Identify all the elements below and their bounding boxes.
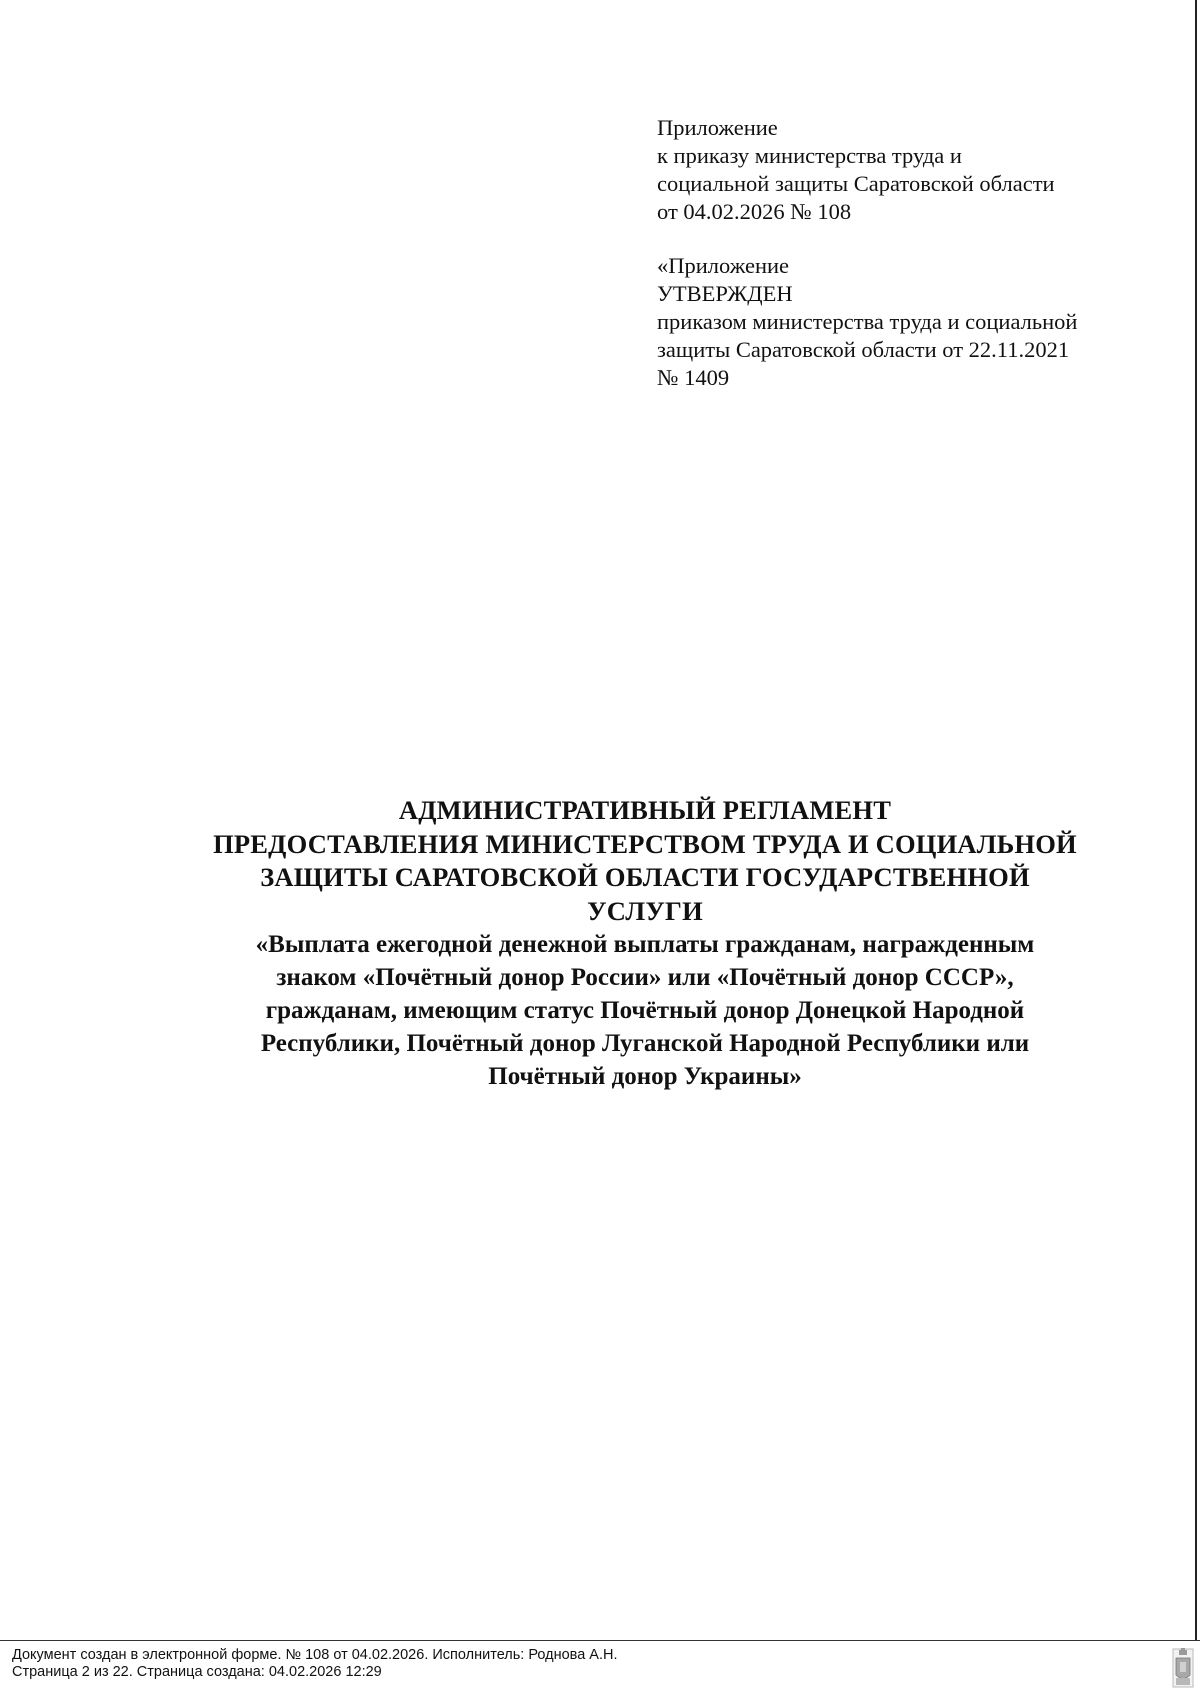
approved-order-line: приказом министерства труда и социальной <box>657 309 1078 334</box>
approved-appendix-label: «Приложение <box>657 253 790 278</box>
service-name-line: знаком «Почётный донор России» или «Почётный донор СССР», <box>276 964 1014 991</box>
appendix-order-date-number: от 04.02.2026 № 108 <box>657 199 852 224</box>
page-right-border <box>1195 0 1197 1640</box>
heading-line: ПРЕДОСТАВЛЕНИЯ МИНИСТЕРСТВОМ ТРУДА И СОЦИАЛЬНОЙ <box>213 828 1077 859</box>
heading-line: УСЛУГИ <box>587 895 703 926</box>
approved-order-number: № 1409 <box>657 365 730 390</box>
service-name-line: Республики, Почётный донор Луганской Народной Республики или <box>260 1030 1030 1057</box>
approved-label: УТВЕРЖДЕН <box>657 281 793 306</box>
footer-divider <box>0 1640 1200 1641</box>
document-footer <box>12 1647 618 1681</box>
appendix-label: Приложение <box>657 115 778 140</box>
appendix-ministry-line: социальной защиты Саратовской области <box>657 171 1055 196</box>
footer-document-info: Документ создан в электронной форме. № 108 от 04.02.2026. Исполнитель: Роднова А.Н. <box>12 1647 618 1663</box>
heading-line: АДМИНИСТРАТИВНЫЙ РЕГЛАМЕНТ <box>398 795 892 825</box>
heading-line: ЗАЩИТЫ САРАТОВСКОЙ ОБЛАСТИ ГОСУДАРСТВЕННОЙ <box>260 862 1030 892</box>
approved-ministry-date-line: защиты Саратовской области от 22.11.2021 <box>657 337 1070 362</box>
regulation-heading <box>150 794 1140 928</box>
regulation-title-block <box>150 794 1140 1093</box>
service-name-line: «Выплата ежегодной денежной выплаты гражданам, награжденным <box>255 931 1035 958</box>
service-name <box>150 928 1140 1093</box>
footer-page-info: Страница 2 из 22. Страница создана: 04.02.2026 12:29 <box>12 1664 382 1680</box>
appendix-approval-block <box>657 114 1127 392</box>
service-name-line: гражданам, имеющим статус Почётный донор Донецкой Народной <box>265 997 1025 1024</box>
service-name-line: Почётный донор Украины» <box>488 1063 802 1090</box>
appendix-spacer <box>657 226 1127 252</box>
coat-of-arms-icon <box>1172 1648 1194 1688</box>
appendix-order-ref-line: к приказу министерства труда и <box>657 143 962 168</box>
